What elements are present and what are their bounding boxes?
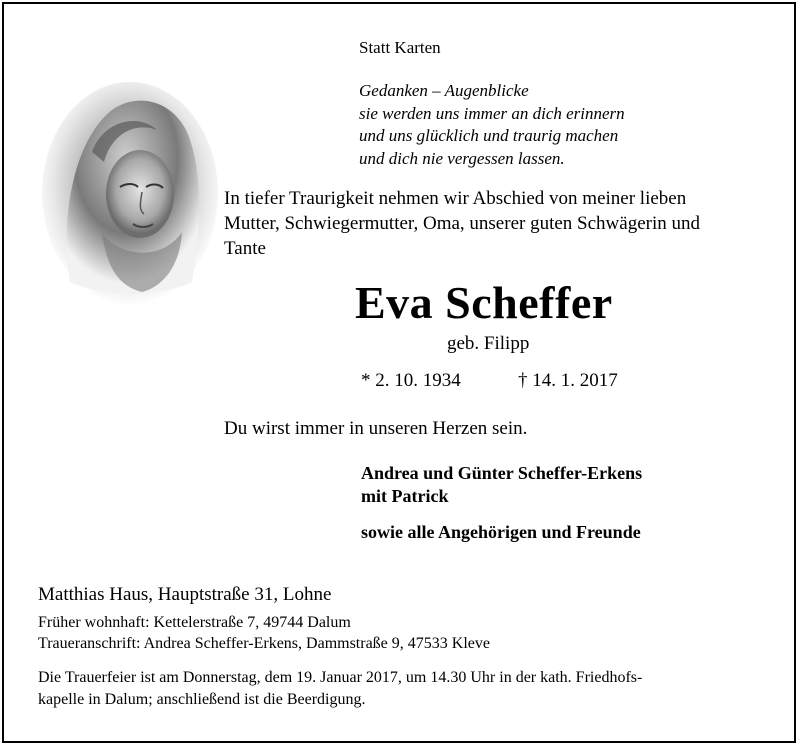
- closing-line: Du wirst immer in unseren Herzen sein.: [224, 418, 528, 439]
- intro-line: In tiefer Traurigkeit nehmen wir Abschied von meiner lieben: [224, 188, 687, 209]
- birth-name: geb. Filipp: [447, 333, 530, 354]
- intro-text: [224, 186, 784, 261]
- ceremony-line: kapelle in Dalum; anschließend ist die Beerdigung.: [38, 691, 366, 708]
- death-date: † 14. 1. 2017: [518, 370, 618, 391]
- memorial-poem: [359, 80, 625, 170]
- poem-line: sie werden uns immer an dich erinnern: [359, 103, 625, 123]
- poem-line: und dich nie vergessen lassen.: [359, 148, 565, 168]
- mourner-line: Andrea und Günter Scheffer-Erkens: [361, 463, 643, 483]
- mourner-line: mit Patrick: [361, 486, 449, 506]
- ceremony-line: Die Trauerfeier ist am Donnerstag, dem 19. Januar 2017, um 14.30 Uhr in der kath. Friedhofs-: [38, 669, 643, 686]
- intro-line: Tante: [224, 238, 266, 259]
- former-address: Früher wohnhaft: Kettelerstraße 7, 49744 Dalum: [38, 614, 351, 631]
- ceremony-details: [38, 667, 642, 711]
- poem-line: Gedanken – Augenblicke: [359, 81, 529, 100]
- notice-header: Statt Karten: [359, 38, 441, 57]
- relatives-line: sowie alle Angehörigen und Freunde: [361, 522, 641, 542]
- poem-line: und uns glücklich und traurig machen: [359, 126, 619, 145]
- deceased-name: Eva Scheffer: [355, 277, 613, 328]
- notice-frame: [2, 2, 796, 743]
- mourning-address: Traueranschrift: Andrea Scheffer-Erkens, Dammstraße 9, 47533 Kleve: [38, 635, 490, 652]
- mourners-list: [361, 462, 642, 508]
- funeral-home-location: Matthias Haus, Hauptstraße 31, Lohne: [38, 584, 332, 605]
- intro-line: Mutter, Schwiegermutter, Oma, unserer guten Schwägerin und: [224, 213, 700, 234]
- madonna-portrait-image: [42, 82, 218, 304]
- birth-date: * 2. 10. 1934: [361, 370, 461, 391]
